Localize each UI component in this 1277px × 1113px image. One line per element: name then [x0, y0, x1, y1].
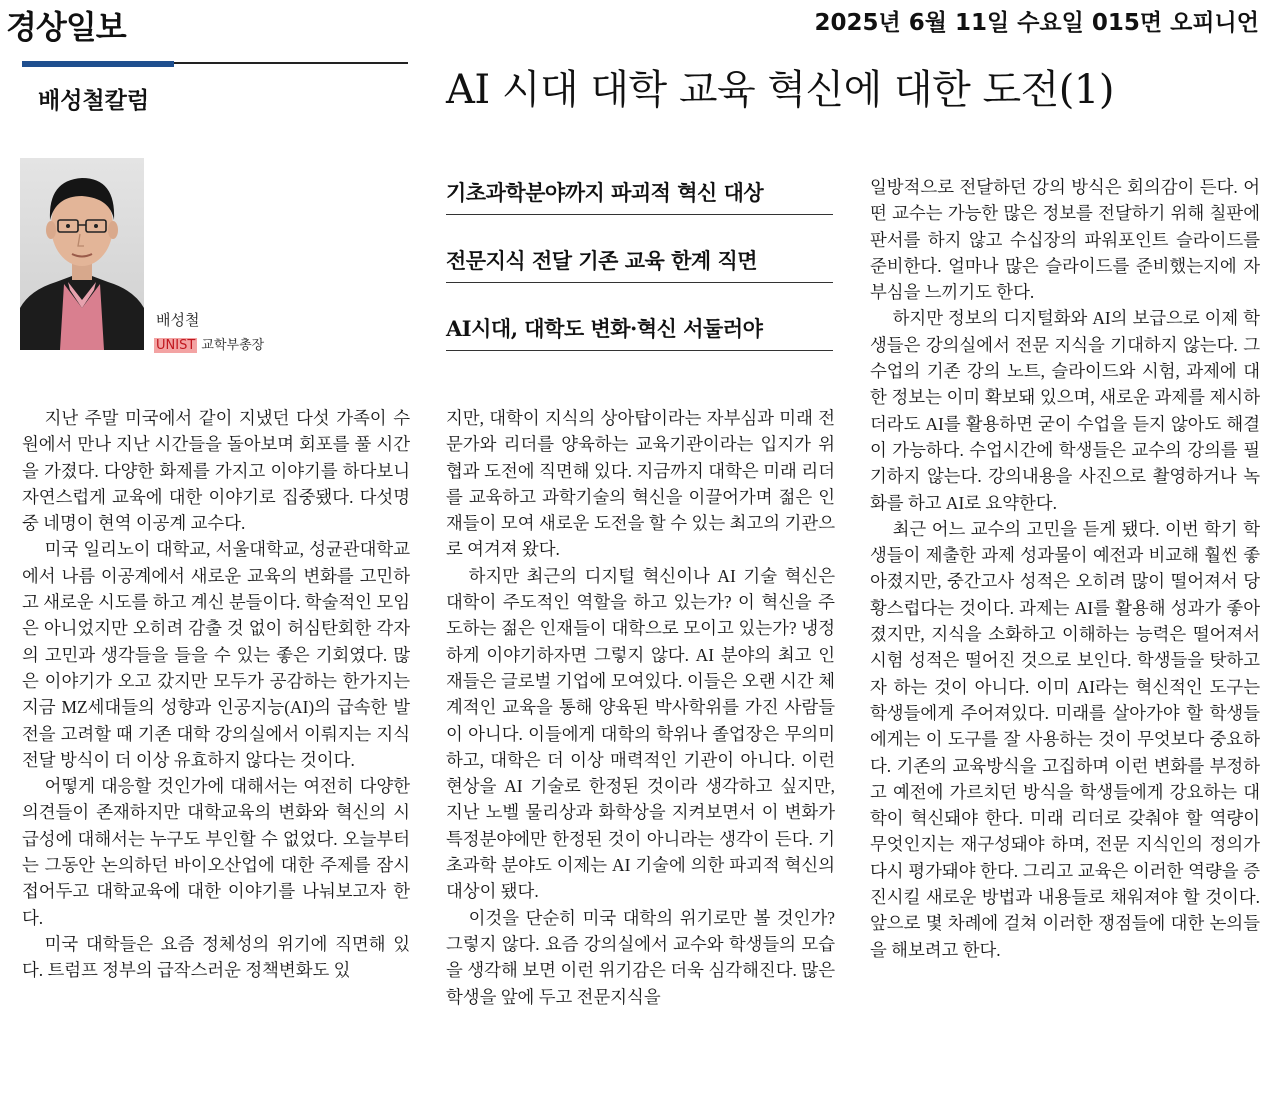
headline: AI 시대 대학 교육 혁신에 대한 도전(1) — [446, 67, 1114, 113]
author-org: UNIST — [156, 338, 196, 353]
author-position: 교학부총장 — [201, 338, 265, 353]
article-column-2 — [446, 405, 835, 1010]
article-column-1 — [22, 405, 410, 984]
paragraph: 지만, 대학이 지식의 상아탑이라는 자부심과 미래 전문가와 리더를 양육하는 교육기관이라는 입지가 위협과 도전에 직면해 있다. 지금까지 대학은 미래 리더를 교육하고 과학기술의 혁신을 이끌어가며 젊은 인재들이 모여 새로운 도전을 할 수 있는 최고의 기관으로 여겨져 왔다. — [446, 408, 835, 560]
article-column-3 — [870, 174, 1260, 963]
paragraph: 미국 대학들은 요즘 정체성의 위기에 직면해 있다. 트럼프 정부의 급작스러운 정책변화도 있 — [22, 933, 410, 981]
author-affiliation — [154, 334, 264, 353]
paragraph: 미국 일리노이 대학교, 서울대학교, 성균관대학교에서 나름 이공계에서 새로운 교육의 변화를 고민하고 새로운 시도를 하고 계신 분들이다. 학술적인 모임은 아니었지만 오히려 감출 것 없이 허심탄회한 각자의 고민과 생각들을 들을 수 있는 좋은 기회였다. 많은 이야기가 오고 갔지만 모두가 공감하는 한가지는 지금 MZ세대들의 성향과 인공지능(AI)의 급속한 발전을 고려할 때 기존 대학 강의실에서 이뤄지는 지식전달 방식이 더 이상 유효하지 않다는 것이다. — [22, 539, 410, 770]
subhead-1: 기초과학분야까지 파괴적 혁신 대상 — [446, 177, 833, 215]
paragraph: 어떻게 대응할 것인가에 대해서는 여전히 다양한 의견들이 존재하지만 대학교육의 변화와 혁신의 시급성에 대해서는 누구도 부인할 수 없었다. 오늘부터는 그동안 논의하던 바이오산업에 대한 주제를 잠시 접어두고 대학교육에 대한 이야기를 나눠보고자 한다. — [22, 776, 410, 928]
subhead-3: AI시대, 대학도 변화·혁신 서둘러야 — [446, 313, 833, 351]
paragraph: 지난 주말 미국에서 같이 지냈던 다섯 가족이 수원에서 만나 지난 시간들을 돌아보며 회포를 풀 시간을 가졌다. 다양한 화제를 가지고 이야기를 하다보니 자연스럽게 교육에 대한 이야기로 집중됐다. 다섯명 중 네명이 현역 이공계 교수다. — [22, 408, 410, 534]
author-photo — [20, 158, 144, 350]
dateline: 2025년 6월 11일 수요일 015면 오피니언 — [814, 10, 1259, 36]
paragraph: 하지만 최근의 디지털 혁신이나 AI 기술 혁신은 대학이 주도적인 역할을 하고 있는가? 이 혁신을 주도하는 젊은 인재들이 대학으로 모이고 있는가? 냉정하게 이야기하자면 그렇지 않다. AI 분야의 최고 인재들은 글로벌 기업에 모여있다. 이들은 오랜 시간 체계적인 교육을 통해 양육된 박사학위를 가진 사람들이 아니다. 이들에게 대학의 학위나 졸업장은 무의미하고, 대학은 더 이상 매력적인 기관이 아니다. 이런 현상을 AI 기술로 한정된 것이라 생각하고 싶지만, 지난 노벨 물리상과 화학상을 지켜보면서 이 변화가 특정분야에만 한정된 것이 아니라는 생각이 든다. 기초과학 분야도 이제는 AI 기술에 의한 파괴적 혁신의 대상이 됐다. — [446, 565, 835, 902]
paragraph: 최근 어느 교수의 고민을 듣게 됐다. 이번 학기 학생들이 제출한 과제 성과물이 예전과 비교해 훨씬 좋아졌지만, 중간고사 성적은 오히려 많이 떨어져서 당황스럽다는 것이다. 과제는 AI를 활용해 성과가 좋아졌지만, 지식을 소화하고 이해하는 능력은 떨어져서 시험 성적은 떨어진 것으로 보인다. 학생들을 탓하고자 하는 것이 아니다. 이미 AI라는 혁신적인 도구는 학생들에게 주어져있다. 미래를 살아가야 할 학생들에게는 이 도구를 잘 사용하는 것이 무엇보다 중요하다. 기존의 교육방식을 고집하며 이런 변화를 부정하고 예전에 가르치던 방식을 학생들에게 강요하는 대학이 혁신돼야 한다. 미래 리더로 갖춰야 할 역량이 무엇인지는 재구성돼야 하며, 전문 지식인의 정의가 다시 평가돼야 한다. 그리고 교육은 이러한 역량을 증진시킬 새로운 방법과 내용들로 채워져야 할 것이다. 앞으로 몇 차례에 걸쳐 이러한 쟁점들에 대한 논의들을 해보려고 한다. — [870, 518, 1260, 960]
paragraph: 하지만 정보의 디지털화와 AI의 보급으로 이제 학생들은 강의실에서 전문 지식을 기대하지 않는다. 그 수업의 기존 강의 노트, 슬라이드와 시험, 과제에 대한 정보는 이미 확보돼 있으며, 새로운 과제를 제시하더라도 AI를 활용하면 굳이 수업을 듣지 않아도 해결이 가능하다. 수업시간에 학생들은 교수의 강의를 필기하지 않는다. 강의내용을 사진으로 촬영하거나 녹화를 하고 AI로 요약한다. — [870, 308, 1260, 513]
column-title: 배성철칼럼 — [38, 88, 150, 114]
newspaper-masthead: 경상일보 — [6, 8, 126, 46]
author-name: 배성철 — [156, 311, 200, 329]
subhead-2: 전문지식 전달 기존 교육 한계 직면 — [446, 245, 833, 283]
column-rule-accent — [22, 61, 174, 67]
paragraph: 이것을 단순히 미국 대학의 위기로만 볼 것인가? 그렇지 않다. 요즘 강의실에서 교수와 학생들의 모습을 생각해 보면 이런 위기감은 더욱 심각해진다. 많은 학생을 앞에 두고 전문지식을 — [446, 907, 835, 1007]
paragraph: 일방적으로 전달하던 강의 방식은 회의감이 든다. 어떤 교수는 가능한 많은 정보를 전달하기 위해 칠판에 판서를 하지 않고 수십장의 파워포인트 슬라이드를 준비한다. 얼마나 많은 슬라이드를 준비했는지에 자부심을 느끼기도 한다. — [870, 177, 1260, 303]
